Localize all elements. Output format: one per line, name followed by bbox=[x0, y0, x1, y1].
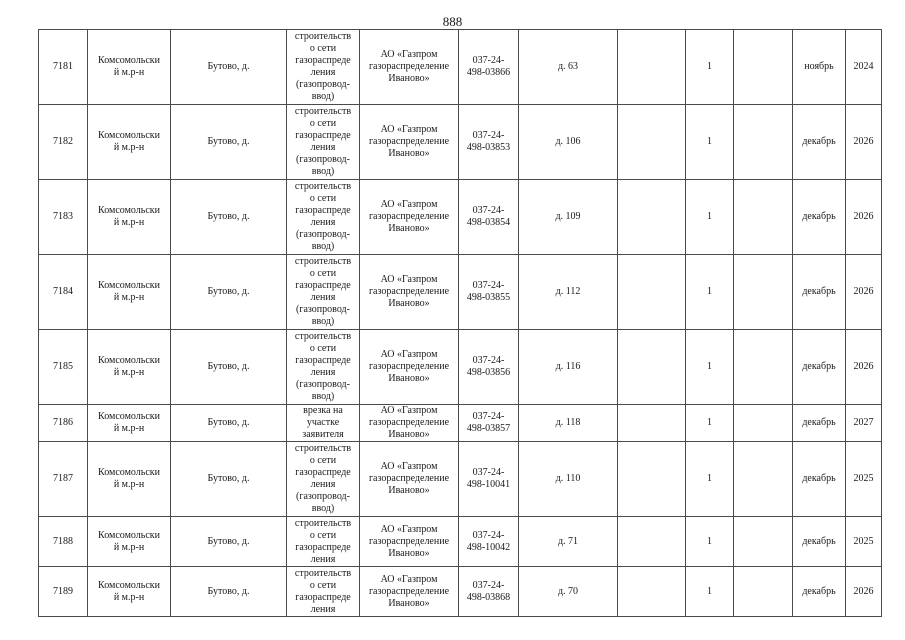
house-number-cell: д. 70 bbox=[519, 567, 618, 617]
district-cell: Комсомольски й м.р-н bbox=[88, 567, 171, 617]
month-cell: декабрь bbox=[793, 255, 846, 330]
year-cell: 2027 bbox=[846, 405, 882, 442]
row-number: 7182 bbox=[39, 105, 88, 180]
organization-cell: АО «Газпром газораспределение Иваново» bbox=[360, 517, 459, 567]
organization-cell: АО «Газпром газораспределение Иваново» bbox=[360, 405, 459, 442]
month-cell: декабрь bbox=[793, 442, 846, 517]
table-row bbox=[39, 567, 882, 617]
row-number: 7185 bbox=[39, 330, 88, 405]
year-cell: 2026 bbox=[846, 255, 882, 330]
empty-cell bbox=[734, 405, 793, 442]
empty-cell bbox=[734, 30, 793, 105]
application-code-cell: 037-24- 498-03854 bbox=[459, 180, 519, 255]
table-row bbox=[39, 105, 882, 180]
empty-cell bbox=[618, 105, 686, 180]
organization-cell: АО «Газпром газораспределение Иваново» bbox=[360, 180, 459, 255]
house-number-cell: д. 116 bbox=[519, 330, 618, 405]
work-type-cell: строительств о сети газораспреде ления (газопровод- ввод) bbox=[287, 30, 360, 105]
month-cell: декабрь bbox=[793, 567, 846, 617]
work-type-cell: строительств о сети газораспреде ления (газопровод- ввод) bbox=[287, 105, 360, 180]
empty-cell bbox=[734, 180, 793, 255]
quantity-cell: 1 bbox=[686, 442, 734, 517]
empty-cell bbox=[734, 442, 793, 517]
page-number: 888 bbox=[442, 14, 463, 29]
month-cell: декабрь bbox=[793, 517, 846, 567]
district-cell: Комсомольски й м.р-н bbox=[88, 442, 171, 517]
house-number-cell: д. 110 bbox=[519, 442, 618, 517]
month-cell: ноябрь bbox=[793, 30, 846, 105]
quantity-cell: 1 bbox=[686, 30, 734, 105]
year-cell: 2025 bbox=[846, 442, 882, 517]
district-cell: Комсомольски й м.р-н bbox=[88, 180, 171, 255]
work-type-cell: строительств о сети газораспреде ления (газопровод- ввод) bbox=[287, 180, 360, 255]
table-row bbox=[39, 255, 882, 330]
row-number: 7184 bbox=[39, 255, 88, 330]
organization-cell: АО «Газпром газораспределение Иваново» bbox=[360, 330, 459, 405]
empty-cell bbox=[618, 30, 686, 105]
empty-cell bbox=[618, 405, 686, 442]
empty-cell bbox=[734, 255, 793, 330]
district-cell: Комсомольски й м.р-н bbox=[88, 255, 171, 330]
organization-cell: АО «Газпром газораспределение Иваново» bbox=[360, 105, 459, 180]
empty-cell bbox=[618, 255, 686, 330]
district-cell: Комсомольски й м.р-н bbox=[88, 30, 171, 105]
month-cell: декабрь bbox=[793, 180, 846, 255]
empty-cell bbox=[618, 517, 686, 567]
application-code-cell: 037-24- 498-10042 bbox=[459, 517, 519, 567]
empty-cell bbox=[734, 330, 793, 405]
table-row bbox=[39, 517, 882, 567]
empty-cell bbox=[618, 442, 686, 517]
empty-cell bbox=[734, 105, 793, 180]
work-type-cell: строительств о сети газораспреде ления bbox=[287, 517, 360, 567]
house-number-cell: д. 71 bbox=[519, 517, 618, 567]
work-type-cell: строительств о сети газораспреде ления bbox=[287, 567, 360, 617]
application-code-cell: 037-24- 498-03866 bbox=[459, 30, 519, 105]
row-number: 7181 bbox=[39, 30, 88, 105]
year-cell: 2026 bbox=[846, 105, 882, 180]
house-number-cell: д. 112 bbox=[519, 255, 618, 330]
empty-cell bbox=[618, 180, 686, 255]
district-cell: Комсомольски й м.р-н bbox=[88, 105, 171, 180]
year-cell: 2026 bbox=[846, 330, 882, 405]
organization-cell: АО «Газпром газораспределение Иваново» bbox=[360, 30, 459, 105]
quantity-cell: 1 bbox=[686, 567, 734, 617]
organization-cell: АО «Газпром газораспределение Иваново» bbox=[360, 567, 459, 617]
row-number: 7188 bbox=[39, 517, 88, 567]
application-code-cell: 037-24- 498-03868 bbox=[459, 567, 519, 617]
settlement-cell: Бутово, д. bbox=[171, 405, 287, 442]
quantity-cell: 1 bbox=[686, 105, 734, 180]
quantity-cell: 1 bbox=[686, 405, 734, 442]
settlement-cell: Бутово, д. bbox=[171, 255, 287, 330]
district-cell: Комсомольски й м.р-н bbox=[88, 517, 171, 567]
year-cell: 2026 bbox=[846, 567, 882, 617]
quantity-cell: 1 bbox=[686, 180, 734, 255]
year-cell: 2024 bbox=[846, 30, 882, 105]
application-code-cell: 037-24- 498-10041 bbox=[459, 442, 519, 517]
table-row bbox=[39, 330, 882, 405]
house-number-cell: д. 106 bbox=[519, 105, 618, 180]
application-code-cell: 037-24- 498-03853 bbox=[459, 105, 519, 180]
row-number: 7189 bbox=[39, 567, 88, 617]
row-number: 7183 bbox=[39, 180, 88, 255]
year-cell: 2025 bbox=[846, 517, 882, 567]
quantity-cell: 1 bbox=[686, 255, 734, 330]
settlement-cell: Бутово, д. bbox=[171, 105, 287, 180]
house-number-cell: д. 109 bbox=[519, 180, 618, 255]
month-cell: декабрь bbox=[793, 405, 846, 442]
organization-cell: АО «Газпром газораспределение Иваново» bbox=[360, 442, 459, 517]
settlement-cell: Бутово, д. bbox=[171, 180, 287, 255]
empty-cell bbox=[734, 517, 793, 567]
work-type-cell: строительств о сети газораспреде ления (газопровод- ввод) bbox=[287, 442, 360, 517]
district-cell: Комсомольски й м.р-н bbox=[88, 330, 171, 405]
application-code-cell: 037-24- 498-03856 bbox=[459, 330, 519, 405]
work-type-cell: строительств о сети газораспреде ления (газопровод- ввод) bbox=[287, 330, 360, 405]
quantity-cell: 1 bbox=[686, 517, 734, 567]
settlement-cell: Бутово, д. bbox=[171, 517, 287, 567]
empty-cell bbox=[618, 330, 686, 405]
month-cell: декабрь bbox=[793, 330, 846, 405]
house-number-cell: д. 63 bbox=[519, 30, 618, 105]
table-row bbox=[39, 405, 882, 442]
settlement-cell: Бутово, д. bbox=[171, 567, 287, 617]
empty-cell bbox=[734, 567, 793, 617]
table-row bbox=[39, 30, 882, 105]
empty-cell bbox=[618, 567, 686, 617]
house-number-cell: д. 118 bbox=[519, 405, 618, 442]
application-code-cell: 037-24- 498-03857 bbox=[459, 405, 519, 442]
work-type-cell: врезка на участке заявителя bbox=[287, 405, 360, 442]
settlement-cell: Бутово, д. bbox=[171, 442, 287, 517]
table-row bbox=[39, 442, 882, 517]
gas-connection-table bbox=[38, 29, 882, 617]
district-cell: Комсомольски й м.р-н bbox=[88, 405, 171, 442]
table-row bbox=[39, 180, 882, 255]
quantity-cell: 1 bbox=[686, 330, 734, 405]
settlement-cell: Бутово, д. bbox=[171, 30, 287, 105]
work-type-cell: строительств о сети газораспреде ления (газопровод- ввод) bbox=[287, 255, 360, 330]
row-number: 7187 bbox=[39, 442, 88, 517]
application-code-cell: 037-24- 498-03855 bbox=[459, 255, 519, 330]
organization-cell: АО «Газпром газораспределение Иваново» bbox=[360, 255, 459, 330]
year-cell: 2026 bbox=[846, 180, 882, 255]
settlement-cell: Бутово, д. bbox=[171, 330, 287, 405]
month-cell: декабрь bbox=[793, 105, 846, 180]
row-number: 7186 bbox=[39, 405, 88, 442]
